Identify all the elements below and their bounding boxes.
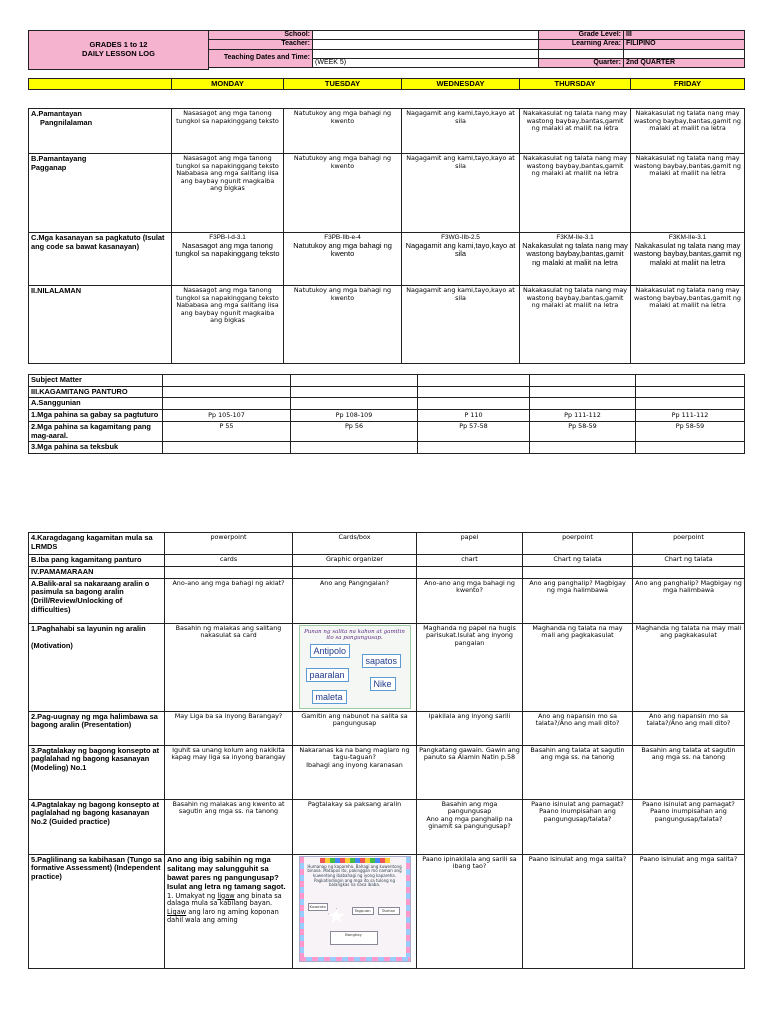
magaaral-tue: Pp 56 <box>291 421 418 441</box>
empty-cell <box>530 398 636 410</box>
row-label-kagamitang: III.KAGAMITANG PANTURO <box>29 386 163 398</box>
organizer-box: Tauhan <box>378 907 400 915</box>
word-card: maleta <box>312 690 347 705</box>
word-card: Nike <box>370 677 396 692</box>
quarter-value: 2nd QUARTER <box>624 58 745 67</box>
talakay1-thu: Basahin ang talata at sagutin ang mga ss. na tanong <box>523 745 633 799</box>
empty-cell <box>418 386 530 398</box>
decorative-border <box>300 957 410 961</box>
balik-tue: Ano ang Pangngalan? <box>293 578 417 623</box>
title-line-1: GRADES 1 to 12 <box>89 40 148 50</box>
gabay-tue: Pp 108-109 <box>291 410 418 422</box>
empty-cell <box>163 398 291 410</box>
competency-text: Nagagamit ang kami,tayo,kayo at sila <box>405 240 516 259</box>
paglinang-fri: Paano isinulat ang mga salita? <box>633 854 745 968</box>
competency-code: F3KM-IIe-3.1 <box>668 234 707 241</box>
school-value <box>313 31 539 40</box>
organizer-box: Tagpuan <box>352 907 374 915</box>
cell-c-wed <box>402 233 520 286</box>
row-label-talakay-1: 3.Pagtalakay ng bagong konsepto at paglalahad ng bagong kasanayan (Modeling) No.1 <box>29 745 165 799</box>
row-label-teksbuk: 3.Mga pahina sa teksbuk <box>29 442 163 454</box>
empty-cell <box>418 398 530 410</box>
image-heading: Punan ng salita na kahon at gamitin ito sa pangungusap. <box>304 628 405 641</box>
iba-mon: cards <box>165 555 293 567</box>
balik-mon: Ano-ano ang mga bahagi ng aklat? <box>165 578 293 623</box>
empty-cell <box>293 567 417 579</box>
row-label-talakay-2: 4.Pagtalakay ng bagong konsepto at paglalahad ng bagong kasanayan No.2 (Guided practice) <box>29 799 165 854</box>
item-text: ang binata sa dalaga mula sa kabilang bayan. <box>167 891 282 908</box>
cell-b-mon <box>172 154 284 233</box>
school-label: School: <box>209 31 313 40</box>
row-label-iba: B.Iba pang kagamitang panturo <box>29 555 165 567</box>
item-1 <box>167 893 290 909</box>
teacher-value <box>313 40 539 49</box>
pag-uugnay-mon: May Liga ba sa inyong Barangay? <box>165 711 293 745</box>
cell-c-mon <box>172 233 284 286</box>
row-label-pamamaraan: IV.PAMAMARAAN <box>29 567 165 579</box>
talakay2-fri <box>633 799 745 854</box>
iba-wed: chart <box>417 555 523 567</box>
balik-fri: Ano ang panghalip? Magbigay ng mga halimbawa <box>633 578 745 623</box>
area-label: Learning Area: <box>539 40 624 49</box>
spacer <box>209 67 745 69</box>
empty-cell <box>636 398 745 410</box>
grade-label: Grade Level: <box>539 31 624 40</box>
cell-text: Paano isinulat ang pamagat? <box>531 799 624 808</box>
cell-b-tue: Natutukoy ang mga bahagi ng kwento <box>284 154 402 233</box>
cell-c-fri <box>631 233 745 286</box>
day-monday: MONDAY <box>172 79 284 90</box>
layunin-wed: Maghanda ng papel na hugis parisukat.Isulat ang inyong pangalan <box>417 623 523 711</box>
competency-code: F3WG-IIb-2.5 <box>441 234 480 241</box>
paglinang-thu: Paano isinulat ang mga salita? <box>523 854 633 968</box>
cell-d-thu: Nakakasulat ng talata nang may wastong baybay,bantas,gamit ng malaki at maliit na letra <box>520 286 631 364</box>
lrmds-tue: Cards/box <box>293 533 417 555</box>
empty-cell <box>530 386 636 398</box>
cell-b-fri: Nakakasulat ng talata nang may wastong baybay,bantas,gamit ng malaki at maliit na letra <box>631 154 745 233</box>
empty-cell <box>636 386 745 398</box>
title-line-2: DAILY LESSON LOG <box>82 48 155 58</box>
cell-d-tue: Natutukoy ang mga bahagi ng kwento <box>284 286 402 364</box>
row-label-pag-uugnay: 2.Pag-uugnay ng mga halimbawa sa bagong aralin (Presentation) <box>29 711 165 745</box>
pag-uugnay-fri: Ano ang napansin mo sa talata?/Ano ang mali dito? <box>633 711 745 745</box>
empty-cell <box>530 442 636 454</box>
star-shape-icon <box>328 908 346 925</box>
competency-text: Natutukoy ang mga bahagi ng kwento <box>293 240 392 259</box>
pag-uugnay-tue: Gamitin ang nabunot na salita sa pangungusap <box>293 711 417 745</box>
talakay2-tue: Pagtalakay sa paksang aralin <box>293 799 417 854</box>
story-organizer-image <box>299 856 411 962</box>
competency-code: F3PB-IIb-e-4 <box>324 234 361 241</box>
paglinang-wed: Paano ipinakilala ang sarili sa ibang tao? <box>417 854 523 968</box>
cell-d-wed: Nagagamit ang kami,tayo,kayo at sila <box>402 286 520 364</box>
lrmds-wed: papel <box>417 533 523 555</box>
empty-cell <box>163 386 291 398</box>
empty-cell <box>418 442 530 454</box>
empty-cell <box>291 375 418 387</box>
blank-b <box>624 49 745 58</box>
talakay2-wed <box>417 799 523 854</box>
empty-cell <box>291 442 418 454</box>
row-label-kasanayan: C.Mga kasanayan sa pagkatuto (Isulat ang code sa bawat kasanayan) <box>29 233 172 286</box>
label-line: A.Pamantayan <box>31 109 82 118</box>
area-value: FILIPINO <box>624 40 745 49</box>
underlined-word: ligaw <box>217 891 235 900</box>
organizer-box: Kuwento <box>308 903 328 911</box>
layunin-tue <box>293 623 417 711</box>
lrmds-mon: powerpoint <box>165 533 293 555</box>
empty-cell <box>636 375 745 387</box>
empty-cell <box>417 567 523 579</box>
cell-a-mon: Nasasagot ang mga tanong tungkol sa napakinggang teksto <box>172 109 284 154</box>
cell-text: Nababasa ang mga salitang iisa ang baybay ngunit magkaiba ang bigkas <box>176 169 279 193</box>
procedures-table <box>28 532 745 969</box>
day-friday: FRIDAY <box>631 79 745 90</box>
quarter-label: Quarter: <box>539 58 624 67</box>
magaaral-wed: Pp 57-58 <box>418 421 530 441</box>
competency-code: F3KM-IIe-3.1 <box>556 234 594 241</box>
item-text: ang laro ng aming koponan dahil wala ang aming <box>167 908 279 924</box>
magaaral-mon: P 55 <box>163 421 291 441</box>
word-card: paaralan <box>306 668 349 683</box>
row-label-subject-matter: Subject Matter <box>29 375 163 387</box>
competency-text: Nasasagot ang mga tanong tungkol sa napakinggang teksto <box>175 240 280 259</box>
decorative-border <box>320 858 390 863</box>
label-line: 1.Paghahabi sa layunin ng aralin <box>31 623 146 633</box>
image-instructions: Humanap ng kapareha. Bahagi ang kuwentong binasa. Matapos ito, pakinggan mo naman ang kuwentong ibabahagi ng iyong kapareha. Pagkatindingin ang mga ito sa tulong ng balangkas na nasa ibaba. <box>307 863 402 888</box>
magaaral-fri: Pp 58-59 <box>636 421 745 441</box>
teacher-label: Teacher: <box>209 40 313 49</box>
iba-tue: Graphic organizer <box>293 555 417 567</box>
cell-c-tue <box>284 233 402 286</box>
cell-c-thu <box>520 233 631 286</box>
iba-fri: Chart ng talata <box>633 555 745 567</box>
pag-uugnay-thu: Ano ang napansin mo sa talata?/Ano ang mali dito? <box>523 711 633 745</box>
underlined-word: Ligaw <box>167 908 187 917</box>
talakay2-thu <box>523 799 633 854</box>
empty-cell <box>636 442 745 454</box>
word-cards-image <box>299 625 411 709</box>
empty-cell <box>530 375 636 387</box>
cell-text: Nakaranas ka na bang maglaro ng tagu-taguan? <box>299 745 410 762</box>
cell-d-fri: Nakakasulat ng talata nang may wastong baybay,bantas,gamit ng malaki at maliit na letra <box>631 286 745 364</box>
blank-a <box>539 49 624 58</box>
talakay1-wed: Pangkatang gawain. Gawin ang panuto sa Alamin Natin p.58 <box>417 745 523 799</box>
competency-text: Nakakasulat ng talata nang may wastong baybay,bantas,gamit ng malaki at maliit na letra <box>522 240 628 268</box>
header-table <box>28 30 745 70</box>
talakay1-fri: Basahin ang talata at sagutin ang mga ss. na tanong <box>633 745 745 799</box>
balik-wed: Ano-ano ang mga bahagi ng kwento? <box>417 578 523 623</box>
empty-cell <box>163 442 291 454</box>
pag-uugnay-wed: Ipakilala ang inyong sarili <box>417 711 523 745</box>
question-text: Ano ang ibig sabihin ng mga salitang may salungguhit sa bawat pares ng pangungusap? Isulat ang letra ng tamang sagot. <box>167 854 286 891</box>
row-label-pamantayang-pagganap <box>29 154 172 233</box>
decorative-border <box>300 857 304 961</box>
cell-text: Ano ang mga panghalip na ginamit sa pangungusap? <box>426 814 513 831</box>
cell-d-mon <box>172 286 284 364</box>
cell-text: Basahin ang mga pangungusap <box>441 799 498 816</box>
empty-cell <box>633 567 745 579</box>
empty-cell <box>418 375 530 387</box>
grade-value: III <box>624 31 745 40</box>
cell-text: Paano isinulat ang pamagat? <box>642 799 735 808</box>
dates-value <box>313 49 539 58</box>
log-title <box>29 31 209 70</box>
row-label-paghahabi <box>29 623 165 711</box>
word-card: sapatos <box>362 654 402 669</box>
row-label-nilalaman: II.NILALAMAN <box>29 286 172 364</box>
empty-cell <box>291 386 418 398</box>
lrmds-fri: poerpoint <box>633 533 745 555</box>
row-label-sanggunian: A.Sanggunian <box>29 398 163 410</box>
label-line: Pagganap <box>31 162 67 172</box>
item-2 <box>167 909 290 925</box>
row-label-lrmds: 4.Karagdagang kagamitan mula sa LRMDS <box>29 533 165 555</box>
word-card: Antipolo <box>310 644 351 659</box>
cell-a-thu: Nakakasulat ng talata nang may wastong baybay,bantas,gamit ng malaki at maliit na letra <box>520 109 631 154</box>
layunin-fri: Maghanda ng talata na may mali ang pagkakasulat <box>633 623 745 711</box>
row-label-balik-aral: A.Balik-aral sa nakaraang aralin o pasimula sa bagong aralin (Drill/Review/Unlocking of difficulties) <box>29 578 165 623</box>
cell-a-fri: Nakakasulat ng talata nang may wastong baybay,bantas,gamit ng malaki at maliit na letra <box>631 109 745 154</box>
empty-cell <box>165 567 293 579</box>
cell-text: Nababasa ang mga salitang iisa ang baybay ngunit magkaiba ang bigkas <box>176 301 279 325</box>
magaaral-thu: Pp 58-59 <box>530 421 636 441</box>
talakay1-tue <box>293 745 417 799</box>
cell-a-wed: Nagagamit ang kami,tayo,kayo at sila <box>402 109 520 154</box>
item-text: 1. Umakyat ng <box>167 891 218 900</box>
label-line: Pangnilalaman <box>40 117 93 127</box>
row-label-magaaral: 2.Mga pahina sa kagamitang pang mag-aaral. <box>29 421 163 441</box>
paglinang-tue <box>293 854 417 968</box>
competency-text: Nakakasulat ng talata nang may wastong baybay,bantas,gamit ng malaki at maliit na letra <box>633 240 742 268</box>
layunin-thu: Maghanda ng talata na may mali ang pagkakasulat <box>523 623 633 711</box>
cell-text: Nasasagot ang mga tanong tungkol sa napakinggang teksto <box>176 286 279 302</box>
day-wednesday: WEDNESDAY <box>402 79 520 90</box>
organizer-box: Banghay <box>330 931 378 945</box>
cell-b-wed: Nagagamit ang kami,tayo,kayo at sila <box>402 154 520 233</box>
days-blank <box>29 79 172 90</box>
cell-text: Ibahagi ang inyong karanasan <box>306 760 403 769</box>
dates-label: Teaching Dates and Time: <box>209 49 313 67</box>
empty-cell <box>163 375 291 387</box>
gabay-mon: Pp 105-107 <box>163 410 291 422</box>
gabay-fri: Pp 111-112 <box>636 410 745 422</box>
balik-thu: Ano ang panghalip? Magbigay ng mga halimbawa <box>523 578 633 623</box>
label-line: (Motivation) <box>31 641 73 651</box>
layunin-mon: Basahin ng malakas ang salitang nakasulat sa card <box>165 623 293 711</box>
cell-text: Nasasagot ang mga tanong tungkol sa napakinggang teksto <box>176 154 279 170</box>
cell-text: Paano inumpisahan ang pangungusap/talata? <box>539 807 616 823</box>
week-value: (WEEK 5) <box>313 58 539 67</box>
days-row <box>28 78 745 90</box>
lrmds-thu: poerpoint <box>523 533 633 555</box>
row-label-pamantayan-pangnilalaman <box>29 109 172 154</box>
row-label-paglilinang: 5.Paglilinang sa kabihasan (Tungo sa formative Assessment) (Independent practice) <box>29 854 165 968</box>
gabay-wed: P 110 <box>418 410 530 422</box>
talakay1-mon: Iguhit sa unang kolum ang nakikita kapag may liga sa inyong barangay <box>165 745 293 799</box>
resources-table <box>28 374 745 454</box>
cell-b-thu: Nakakasulat ng talata nang may wastong baybay,bantas,gamit ng malaki at maliit na letra <box>520 154 631 233</box>
day-tuesday: TUESDAY <box>284 79 402 90</box>
gabay-thu: Pp 111-112 <box>530 410 636 422</box>
empty-cell <box>523 567 633 579</box>
competency-code: F3PB-I-d-3.1 <box>209 234 246 241</box>
objectives-table <box>28 108 745 364</box>
decorative-border <box>406 857 410 961</box>
cell-text: Paano inumpisahan ang pangungusap/talata? <box>650 807 727 823</box>
iba-thu: Chart ng talata <box>523 555 633 567</box>
label-line: B.Pamantayang <box>31 154 87 163</box>
talakay2-mon: Basahin ng malakas ang kwento at sagutin ang mga ss. na tanong <box>165 799 293 854</box>
empty-cell <box>291 398 418 410</box>
row-label-gabay: 1.Mga pahina sa gabay sa pagtuturo <box>29 410 163 422</box>
paglinang-mon <box>165 854 293 968</box>
cell-a-tue: Natutukoy ang mga bahagi ng kwento <box>284 109 402 154</box>
day-thursday: THURSDAY <box>520 79 631 90</box>
